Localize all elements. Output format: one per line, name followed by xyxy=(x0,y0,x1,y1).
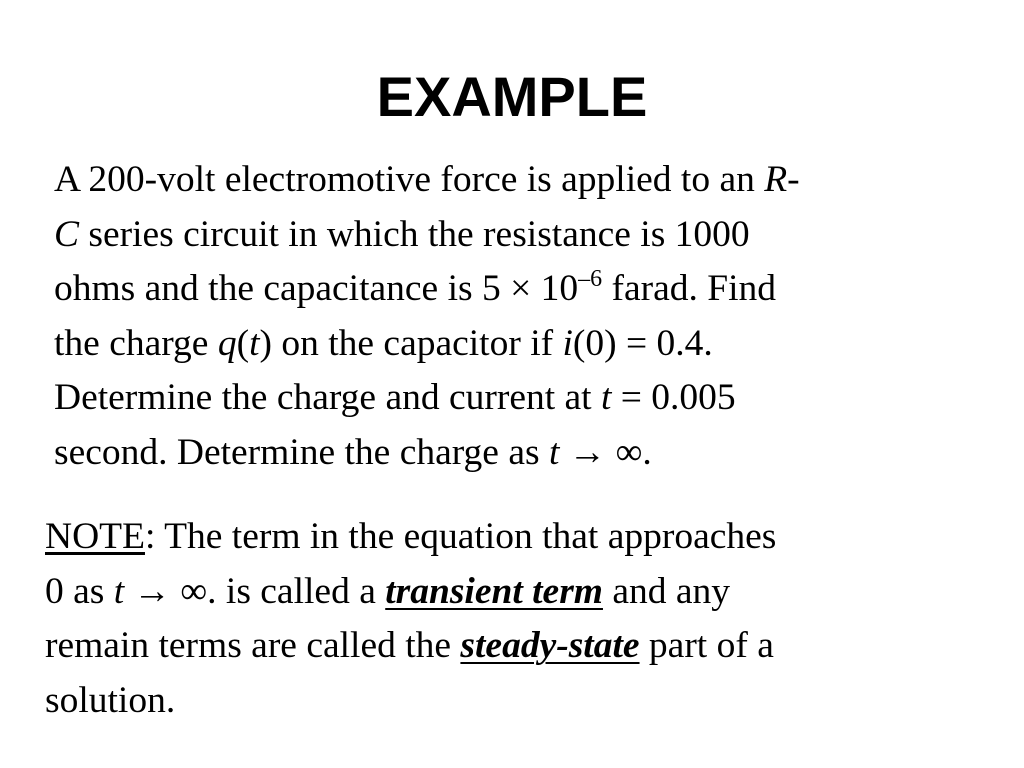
text: the charge xyxy=(54,322,218,364)
variable-q: q xyxy=(217,322,237,364)
variable-t: t xyxy=(249,322,260,364)
text: = 0.005 xyxy=(611,377,736,418)
text: - xyxy=(787,159,800,200)
note-line-3 xyxy=(45,619,776,674)
note-line-2 xyxy=(45,565,776,620)
note-label: NOTE xyxy=(45,516,145,557)
term-steady-state: steady-state xyxy=(460,625,640,666)
variable-R: R xyxy=(764,159,788,200)
slide-title: EXAMPLE xyxy=(376,65,648,128)
variable-t: t xyxy=(113,570,125,612)
variable-t: t xyxy=(548,431,560,473)
text: on the capacitor if xyxy=(271,322,563,364)
text: Determine the charge and current at xyxy=(54,377,601,418)
text: and any xyxy=(602,570,731,612)
text: solution. xyxy=(45,679,176,721)
problem-line-2 xyxy=(54,208,800,263)
note-line-4 xyxy=(45,674,776,729)
exponent: –6 xyxy=(578,266,603,292)
text: ( xyxy=(236,322,250,364)
text: remain terms are called the xyxy=(45,625,461,666)
term-transient: transient term xyxy=(385,570,603,612)
text: 0 as xyxy=(45,570,114,612)
text: series circuit in which the resistance is 1000 xyxy=(79,213,750,255)
text: ) xyxy=(259,322,272,364)
variable-i: i xyxy=(562,322,573,364)
text: ohms and the capacitance is 5 × 10 xyxy=(54,268,579,309)
text: → ∞. is called a xyxy=(124,570,386,612)
variable-C: C xyxy=(54,213,80,255)
text: second. Determine the charge as xyxy=(54,431,549,473)
variable-t: t xyxy=(600,377,612,418)
text: part of a xyxy=(639,625,774,666)
note-block xyxy=(45,510,776,728)
problem-line-6 xyxy=(54,426,800,481)
problem-line-1 xyxy=(54,153,800,208)
text: A 200-volt electromotive force is applied to an xyxy=(54,159,765,200)
problem-line-4 xyxy=(54,317,800,372)
problem-line-3 xyxy=(54,262,800,317)
text: → ∞. xyxy=(559,431,652,473)
text: (0) = 0.4. xyxy=(572,322,713,364)
text: farad. Find xyxy=(602,268,777,309)
note-line-1 xyxy=(45,510,776,565)
problem-line-5 xyxy=(54,371,800,426)
problem-statement xyxy=(54,153,800,480)
text: : The term in the equation that approaches xyxy=(144,516,777,557)
